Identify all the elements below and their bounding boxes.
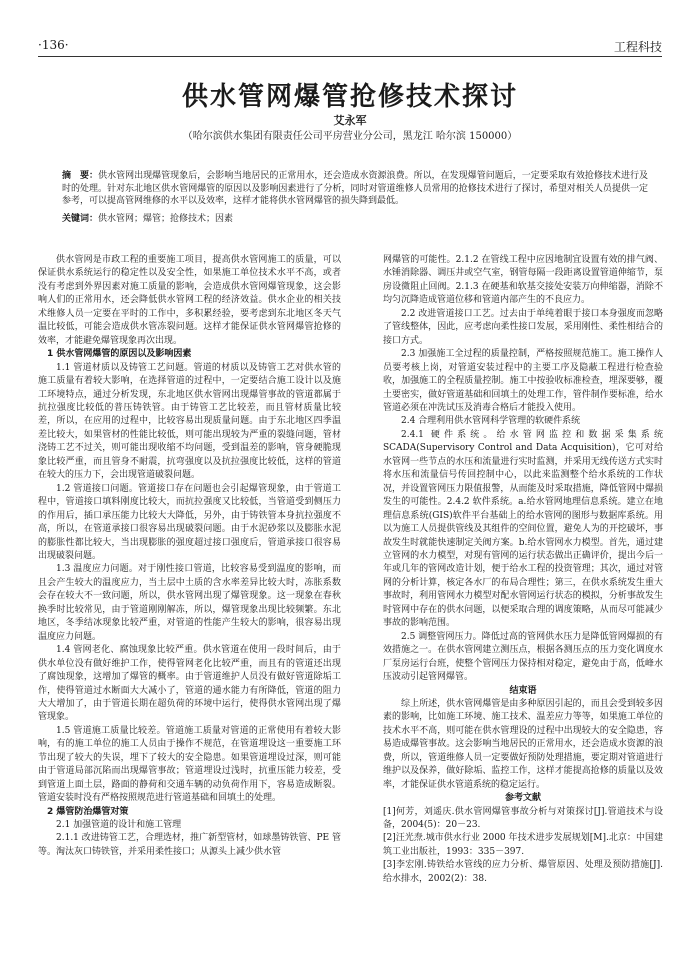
paragraph-2-4-1: 2.4.1 硬件系统。给水管网监控和数据采集系统 SCADA(Supervisory Control and Data Acquisition)，它可对给水管网一些节点的水压和流量进行实时监测，并采用无线传送方式实时将水压和流量信号传回控制中心，以此来监测整个给水系统的工作状况，并设置管网压力限值报警，从而能及时采取措施，降低管网中爆损发生的可能性。2.4.2 软件系统。a.给水管网地理信息系统。建立在地理信息系统(GIS)软件平台基础上的给水管网的图形与数据库系统。用以为施工人员提供管线及其组件的空间位置，避免人为的开挖破坏，事故发生时就能快速制定关阀方案。b.给水管网水力模型。首先，通过建立管网的水力模型，对现有管网的运行状态做出正确评价，提出今后一年或几年的管网改造计划，便于给水工程的投资管理；其次，通过对管网的分析计算，核定各水厂的布局合理性；第三，在供水系统发生重大事故时，利用管网水力模型对配水管网运行状态的模拟，分析事故发生时管网中存在的供水问题，以便采取合理的调度策略，从而尽可能减少事故的影响范围。 [383,429,663,629]
reference-item: [2]汪光焘.城市供水行业 2000 年技术进步发展规划[M].北京：中国建筑工业出版社，1993：335－397. [383,833,663,857]
paragraph-1-2: 1.2 管道接口问题。管道接口存在问题也会引起爆管现象，由于管道工程中，管道接口填料刚度比较大，而抗拉强度又比较低，当管道受到侧压力的作用后，插口承压能力比较大大降低，另外，由于铸铁管本身抗拉强度不高，所以，在管道承接口很容易出现破裂问题。由于水泥砂浆以及膨胀水泥的膨胀性都比较大，当出现膨胀的强度超过接口强度后，管道承接口很容易出现破裂问题。 [38,483,341,561]
affiliation: （哈尔滨供水集团有限责任公司平房营业分公司，黑龙江 哈尔滨 150000） [182,131,518,142]
abstract-text: 供水管网出现爆管现象后，会影响当地居民的正常用水，还会造成水资源浪费。所以，在发现爆管问题后，一定要采取有效抢修技术进行及时的处理。针对东北地区供水管网爆管的原因以及影响因素进行了分析，同时对管道维修人员常用的抢修技术进行了探讨，希望对相关人员提供一定参考，可以提高管网维修的水平以及效率，这样才能将供水管网爆管的损失降到最低。 [62,171,648,206]
paragraph-continued: 网爆管的可能性。2.1.2 在管线工程中应因地制宜设置有效的排气阀、水锤消除器、调压井或空气室，钢管每隔一段距离设置管道伸缩节，泵房设微阻止回阀。2.1.3 在硬基和软基交接处安装万向伸缩器，消除不均匀沉降造成管道位移和管道内部产生的不良应力。 [383,255,663,306]
paragraph-1-5: 1.5 管道施工质量比较差。管道施工质量对管道的正常使用有着较大影响，有的施工单位的施工人员由于操作不规范，在管道埋设这一重要施工环节出现了较大的失误，埋下了较大的安全隐患。如果管道埋设过深，则可能由于管道局部沉陷而出现爆管事故；管道埋设过浅时，抗重压能力较差，受到管道上面土层，路面的静荷和交通车辆的动负荷作用下，容易造成断裂。管道安装时没有严格按照规范进行管道基础和回填土的处理。 [38,725,341,804]
paper-title: 供水管网爆管抢修技术探讨 [181,82,518,112]
paragraph-2-1-1: 2.1.1 改进铸管工艺，合理选材，推广新型管材，如球墨铸铁管、PE 管等。淘汰灰口铸铁管，并采用柔性接口；从源头上减少供水管 [38,833,341,857]
abstract-label: 摘 要： [62,171,99,181]
reference-item: [3]李宏刚.铸铁给水管线的应力分析、爆管原因、处理及预防措施[J].给水排水，2002(2)：38. [383,860,663,884]
paragraph-2-1: 2.1 加强管道的设计和施工管理 [56,820,182,831]
author: 艾永军 [333,114,367,127]
column-name: 工程科技 [613,40,662,54]
paragraph-2-5: 2.5 调整管网压力。降低过高的管网供水压力是降低管网爆损的有效措施之一。在供水管网建立测压点，根据各测压点的压力变化调度水厂泵房运行台班，使整个管网压力保持相对稳定，避免由于高，低峰水压波动引起管网爆管。 [383,631,663,683]
paragraph-2-4: 2.4 合理利用供水管网科学管理的软硬件系统 [401,416,581,427]
paragraph-1-1: 1.1 管道材质以及铸管工艺问题。管道的材质以及铸管工艺对供水管的施工质量有着较大影响，在选择管道的过程中，一定要结合施工设计以及施工环境特点，通过分析发现，东北地区供水管网出现爆管事故的管道都属于抗拉强度比较低的普压铸铁管。由于铸管工艺比较差，而且管材质量比较差，所以，在应用的过程中，比较容易出现质量问题。由于东北地区四季温差比较大，如果管材的性能比较低，则可能出现较为严重的裂缝问题，管材浇铸工艺不过关，则可能出现收缩不均问题，受到温差的影响，管身硬脆现象比较严重，而且管身不耐震，抗弯强度以及抗拉强度比较低，这样的管道在较大的压力下，会出现管道破裂问题。 [38,362,341,481]
paragraph-1-3: 1.3 温度应力问题。对于刚性接口管道，比较容易受到温度的影响，而且会产生较大的温度应力，当土层中土质的含水率差异比较大时，冻胀系数会存在较大不一致问题，所以，供水管网出现了爆管现象。这一现象在春秋换季时比较常见，由于管道刚刚解冻，所以，爆管现象出现比较频繁。东北地区，冬季结冰现象比较严重，对管道的性能产生较大的影响，很容易出现温度应力问题。 [38,564,341,642]
keywords-text: 供水管网；爆管；抢修技术；因素 [98,214,234,224]
section-1-heading: 1 供水管网爆管的原因以及影响因素 [47,349,192,360]
running-header [38,38,662,58]
right-column [383,254,663,886]
references-heading: 参考文献 [504,793,541,804]
conclusion-paragraph: 综上所述，供水管网爆管是由多种原因引起的，而且会受到较多因素的影响，比如施工环境、施工技术、温差应力等等，如果施工单位的技术水平不高，则可能在供水管理设的过程中出现较大的安全隐患，容易造成爆管事故。这会影响当地居民的正常用水，还会造成水资源的浪费，所以，管道维修人员一定要做好预防处理措施，要定期对管道进行维护以及保养，做好除垢、监控工作，这样才能提高抢修的质量以及效率，才能保证供水管道系统的稳定运行。 [383,698,663,790]
conclusion-heading: 结束语 [509,685,537,696]
paragraph-2-3: 2.3 加强施工全过程的质量控制，严格按照规范施工。施工操作人员要考核上岗，对管道安装过程中的主要工序及隐蔽工程进行检查验收，加强施工的全程质量控制。施工中按验收标准检查，埋深要够，覆土要密实，做好管道基础和回填土的处理工作，管件制作要标准，给水管道必须在冲洗试压及消毒合格后才能投入使用。 [383,349,663,413]
reference-list [383,806,663,887]
keywords [62,211,648,224]
paragraph-1-4: 1.4 管网老化、腐蚀现象比较严重。供水管道在使用一段时间后，由于供水单位没有做好维护工作，使得管网老化比较严重，而且有的管道还出现了腐蚀现象，这增加了爆管的概率。由于管道维护人员没有做好管道除垢工作，使得管道过水断面大大减小了，管道的通水能力有所降低，管道的阻力大大增加了，由于管道长期在超负荷的环境中运行，使得供水管网出现了爆管现象。 [38,645,341,723]
section-2-heading: 2 爆管防治爆管对策 [47,806,129,817]
abstract [62,170,648,208]
paragraph-2-2: 2.2 改进管道接口工艺。过去由于单纯着眼于接口本身强度而忽略了管线整体，因此，应考虑向柔性接口发展，采用刚性、柔性相结合的接口方式。 [383,308,663,346]
page-number: ·136· [38,38,69,52]
keywords-label: 关键词： [62,214,99,224]
intro-paragraph: 供水管网是市政工程的重要施工项目，提高供水管网施工的质量，可以保证供水系统运行的稳定性以及安全性，如果施工单位技术水平不高，或者没有考虑到外界因素对施工质量的影响，会造成供水管网爆管现象，这会影响人们的正常用水，还会降低供水管网工程的经济效益。供水企业的相关技术维修人员一定要在平时的工作中，多积累经验，要考虑到东北地区冬天气温比较低，可能会造成供水管冻裂问题。这样才能保证供水管网爆管抢修的效率，才能避免爆管现象再次出现。 [38,255,341,346]
left-column [38,254,341,859]
reference-item: [1]何芳，刘遥庆.供水管网爆管事故分析与对策探讨[J].管道技术与设备，2004(5)：20－23. [383,806,663,831]
header-rule [38,56,662,57]
